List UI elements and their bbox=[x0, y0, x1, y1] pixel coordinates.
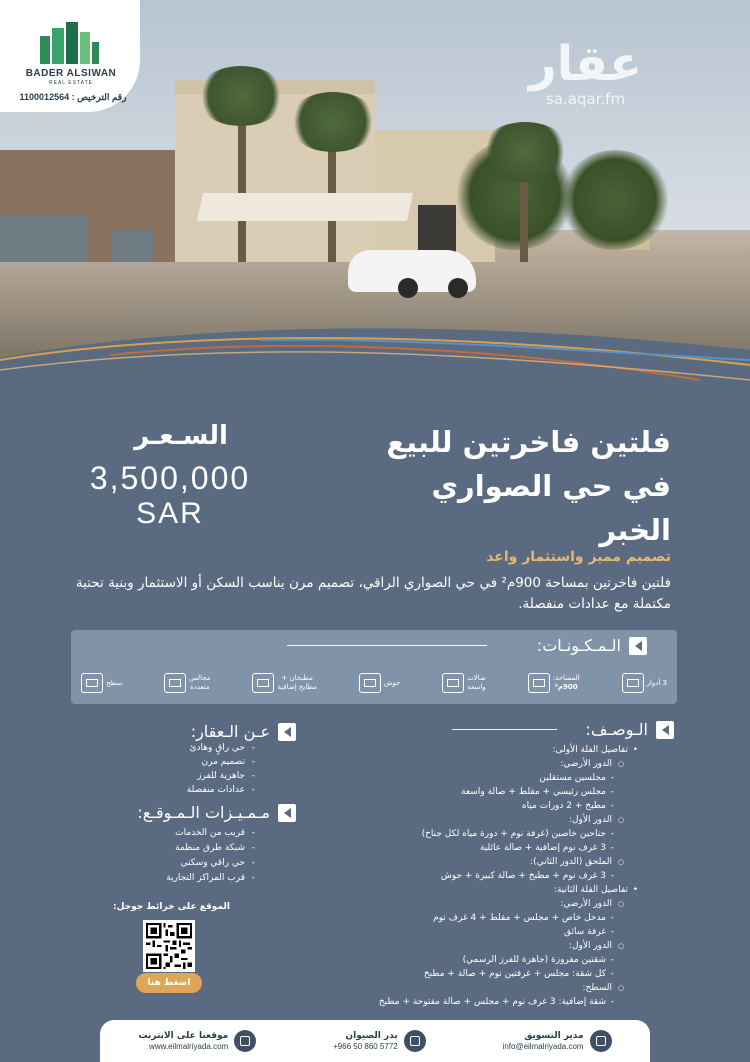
building-icon bbox=[622, 673, 644, 693]
about-item: - عدادات منفصلة bbox=[135, 783, 255, 797]
license-number: رقم الترخيص : 1100012564 bbox=[19, 92, 127, 102]
triangle-icon bbox=[629, 637, 647, 655]
description-heading-text: الـوصـف: bbox=[585, 720, 648, 739]
heading-underline bbox=[287, 645, 487, 646]
contact-website[interactable] bbox=[138, 1030, 256, 1052]
globe-icon bbox=[234, 1030, 256, 1052]
sofa-icon bbox=[442, 673, 464, 693]
watermark-text: عقار bbox=[529, 36, 642, 92]
price-value: 3,500,000 bbox=[89, 460, 251, 496]
component-label: المساحة: 900م² bbox=[552, 674, 580, 691]
brand-subtitle: REAL ESTATE bbox=[49, 80, 93, 86]
title-line: في حي الصواري bbox=[431, 469, 671, 503]
description-line: - 3 غرف نوم إضافية + صالة عائلية bbox=[310, 841, 640, 855]
logo-card bbox=[0, 0, 140, 112]
description-line: - مجلس رئيسي + مقلط + صالة واسعة bbox=[310, 785, 640, 799]
watermark-domain: sa.aqar.fm bbox=[545, 90, 626, 108]
triangle-icon bbox=[656, 721, 674, 739]
photo-palm-crown bbox=[196, 66, 286, 126]
contact-website-url: www.eilmalriyada.com bbox=[149, 1041, 229, 1051]
contact-footer bbox=[100, 1020, 650, 1062]
components-heading bbox=[537, 636, 647, 655]
triangle-icon bbox=[278, 804, 296, 822]
description-line: ○ السطح: bbox=[310, 981, 640, 995]
description-line: ○ الدور الأول: bbox=[310, 813, 640, 827]
description-line: - شقتين مفروزة (جاهزة للفرز الرسمي) bbox=[310, 953, 640, 967]
price-currency: SAR bbox=[136, 497, 204, 530]
component-roof bbox=[81, 673, 122, 693]
location-item: - شبكة طرق منظمة bbox=[115, 841, 255, 856]
description-line: • تفاصيل الفلة الأولى: bbox=[310, 743, 640, 757]
description-line: - كل شقة: مجلس + غرفتين نوم + صالة + مطبخ bbox=[310, 967, 640, 981]
location-heading-text: مـمـيـزات الـمـوقـع: bbox=[137, 803, 270, 822]
description-line: ○ الملحق (الدور الثاني): bbox=[310, 855, 640, 869]
about-item: - جاهزية للفرز bbox=[135, 769, 255, 783]
title-line: الخبر bbox=[599, 513, 671, 547]
photo-palm-trunk bbox=[238, 100, 246, 280]
component-halls bbox=[442, 673, 486, 693]
triangle-icon bbox=[278, 723, 296, 741]
about-heading bbox=[191, 722, 296, 741]
brand-name: BADER ALSIWAN bbox=[25, 68, 117, 79]
component-label: صالات واسعة bbox=[467, 674, 486, 691]
component-label: مطبخان + مطابخ إضافية bbox=[277, 674, 317, 691]
logo-icon bbox=[38, 22, 100, 66]
roof-icon bbox=[81, 673, 103, 693]
photo-tree bbox=[560, 150, 670, 250]
description-line: • تفاصيل الفلة الثانية: bbox=[310, 883, 640, 897]
contact-marketing[interactable] bbox=[503, 1030, 612, 1052]
description-line: - مدخل خاص + مجلس + مقلط + 4 غرف نوم bbox=[310, 911, 640, 925]
component-floors bbox=[622, 673, 667, 693]
location-item: - حي راقي وسكني bbox=[115, 856, 255, 871]
price-label: السـعـر bbox=[134, 421, 228, 451]
photo-car bbox=[348, 250, 476, 292]
description-line: ○ الدور الأرضي: bbox=[310, 757, 640, 771]
photo-palm-crown bbox=[480, 122, 570, 182]
location-item: - قريب من الخدمات bbox=[115, 826, 255, 841]
phone-icon bbox=[404, 1030, 426, 1052]
component-label: مجالس متعددة bbox=[189, 674, 211, 691]
about-item: - تصميم مرن bbox=[135, 755, 255, 769]
contact-email: info@eilmalriyada.com bbox=[502, 1041, 584, 1051]
listing-description: فلتين فاخرتين بمساحة 900م² في حي الصواري الراقي، تصميم مرن يناسب السكن أو الاستثمار وبنية تحتية مكتملة مع عدادات منفصلة. bbox=[75, 575, 671, 612]
component-label: 3 أدوار bbox=[646, 678, 667, 687]
contact-title: موقعنا على الانترنت bbox=[138, 1030, 229, 1041]
kitchen-icon bbox=[252, 673, 274, 693]
aqar-watermark bbox=[529, 36, 642, 108]
location-item: - قرب المراكز التجارية bbox=[115, 871, 255, 886]
qr-code-pattern bbox=[146, 923, 192, 969]
component-area bbox=[528, 673, 580, 693]
qr-code-icon[interactable] bbox=[143, 920, 195, 972]
listing-title bbox=[386, 420, 671, 552]
description-line: - مجلسين مستقلين bbox=[310, 771, 640, 785]
description-line: ○ الدور الأرضي: bbox=[310, 897, 640, 911]
description-line: - شقة إضافية: 3 غرف نوم + مجلس + صالة مفتوحة + مطبخ bbox=[310, 995, 640, 1009]
description-line: - غرفة سائق bbox=[310, 925, 640, 939]
component-label: سطح bbox=[106, 678, 123, 687]
about-heading-text: عـن الـعقار: bbox=[190, 722, 270, 741]
description-heading bbox=[586, 720, 675, 739]
component-yard bbox=[359, 673, 401, 693]
title-line: فلتين فاخرتين للبيع bbox=[386, 425, 671, 459]
component-label: حوش bbox=[383, 678, 401, 687]
component-majlis bbox=[164, 673, 210, 693]
components-heading-text: الـمـكـونـات: bbox=[536, 636, 621, 655]
description-line: - مطبخ + 2 دورات مياه bbox=[310, 799, 640, 813]
area-icon bbox=[528, 673, 550, 693]
description-line: - جناحين خاصين (غرفة نوم + دورة مياه لكل جناح) bbox=[310, 827, 640, 841]
description-list bbox=[310, 743, 640, 1009]
mail-icon bbox=[590, 1030, 612, 1052]
contact-phone-number: +966 50 860 5772 bbox=[333, 1041, 398, 1051]
yard-icon bbox=[359, 673, 381, 693]
location-heading bbox=[137, 803, 296, 822]
location-list bbox=[115, 826, 255, 886]
contact-phone[interactable] bbox=[333, 1030, 426, 1052]
wave-divider bbox=[0, 310, 750, 420]
map-label: الموقع على خرائط جوجل: bbox=[113, 902, 230, 912]
component-kitchens bbox=[252, 673, 317, 693]
heading-underline bbox=[452, 729, 557, 730]
photo-car-canopy bbox=[197, 193, 413, 221]
about-item: - حي راقٍ وهادئ bbox=[135, 741, 255, 755]
description-line: - 3 غرف نوم + مطبخ + صالة كبيرة + حوش bbox=[310, 869, 640, 883]
photo-palm-crown bbox=[288, 92, 378, 152]
description-line: ○ الدور الأول: bbox=[310, 939, 640, 953]
contact-title: مدير التسويق bbox=[524, 1030, 584, 1041]
components-list bbox=[81, 666, 667, 700]
contact-title: بدر الصيوان bbox=[345, 1030, 398, 1041]
tagline: تصميم مميز واستثمار واعد bbox=[486, 549, 671, 565]
living-room-icon bbox=[164, 673, 186, 693]
components-panel bbox=[71, 630, 677, 704]
open-map-button[interactable]: اضغط هنا bbox=[136, 973, 202, 993]
about-list bbox=[135, 741, 255, 797]
